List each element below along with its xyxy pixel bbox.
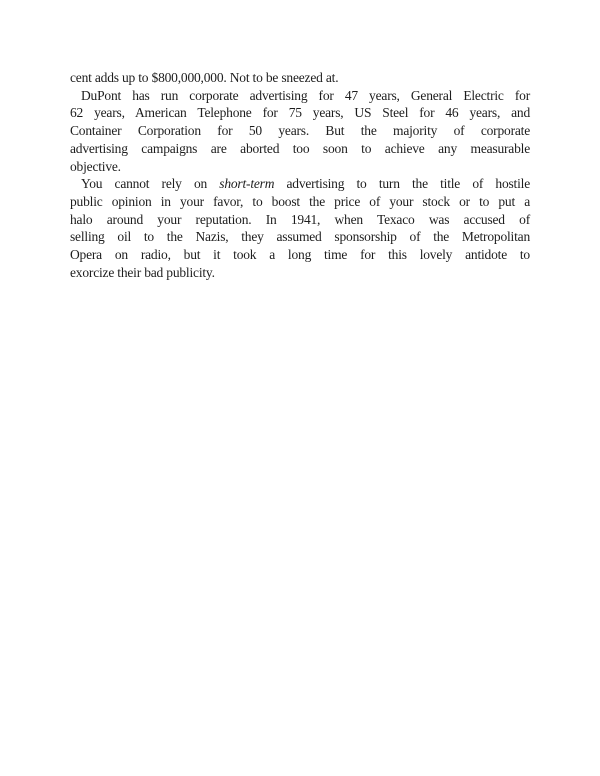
text-segment: public opinion in your favor, to boost the price of your stock or to put a (70, 193, 530, 209)
text-segment: cent adds up to $800,000,000. Not to be sneezed at. (70, 70, 339, 85)
text-line (70, 211, 530, 229)
text-line (70, 264, 530, 282)
paragraph (70, 175, 530, 281)
text-line (70, 228, 530, 246)
text-line (70, 104, 530, 122)
text-line (70, 69, 530, 87)
paragraph (70, 87, 530, 176)
text-segment: 62 years, American Telephone for 75 years, US Steel for 46 years, and (70, 105, 530, 121)
text-line (70, 175, 530, 193)
text-segment: advertising to turn the title of hostile (274, 176, 530, 192)
text-line (70, 87, 530, 105)
text-line (70, 158, 530, 176)
text-segment: selling oil to the Nazis, they assumed sponsorship of the Metropolitan (70, 229, 530, 245)
text-segment: Opera on radio, but it took a long time for this lovely antidote to (70, 247, 530, 263)
text-line (70, 193, 530, 211)
text-segment: DuPont has run corporate advertising for 47 years, General Electric for (81, 87, 530, 103)
text-segment: exorcize their bad publicity. (70, 264, 215, 280)
text-segment: advertising campaigns are aborted too soon to achieve any measurable (70, 140, 530, 156)
text-line (70, 246, 530, 264)
text-segment: halo around your reputation. In 1941, when Texaco was accused of (70, 211, 530, 227)
italic-text-segment: short-term (219, 176, 275, 192)
paragraph (70, 69, 530, 87)
text-segment: You cannot rely on (81, 176, 220, 192)
text-segment: Container Corporation for 50 years. But the majority of corporate (70, 123, 530, 139)
text-line (70, 140, 530, 158)
text-segment: objective. (70, 158, 121, 174)
page-text-block (70, 69, 530, 281)
text-line (70, 122, 530, 140)
